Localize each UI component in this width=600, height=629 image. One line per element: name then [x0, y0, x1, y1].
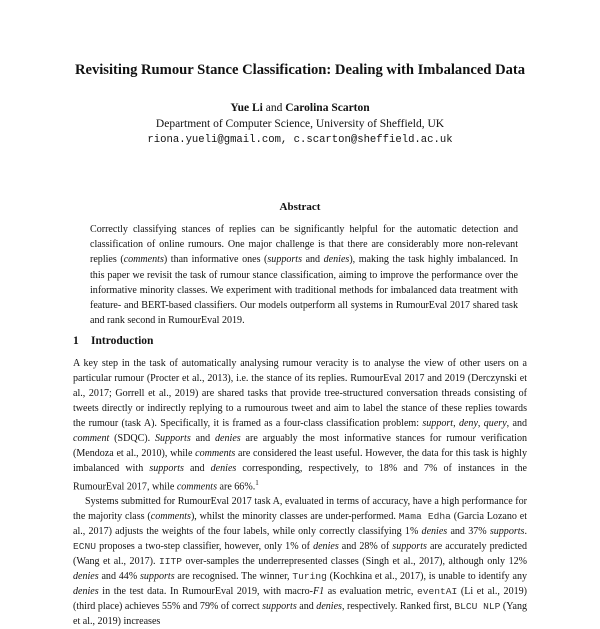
author-line [40, 102, 560, 114]
paragraph-2: Systems submitted for RumourEval 2017 task A, evaluated in terms of accuracy, have a high performance for the majority class (comments), whilst the minority classes are under-performed. Mama Edha (Garcia Lozano et al., 2017) adjusts the weights of the four labels, while only correctly classifying 1% denies and 37% supports. ECNU proposes a two-step classifier, however, only 1% of denies and 28% of supports are accurately predicted (Wang et al., 2017). IITP over-samples the underrepresented classes (Singh et al., 2017), although only 12% denies and 44% supports are recognised. The winner, Turing (Kochkina et al., 2017), is unable to identify any denies in the test data. In RumourEval 2019, with macro-F1 as evaluation metric, eventAI (Li et al., 2019) (third place) achieves 55% and 79% of correct supports and denies, respectively. Ranked first, BLCU NLP (Yang et al., 2019) increases [73, 496, 528, 628]
paragraph-1: A key step in the task of automatically analysing rumour veracity is to analyse the view of other users on a particular rumour (Procter et al., 2013), i.e. the stance of its replies. RumourEval 2017 and 2019 (Derczynski et al., 2017; Gorrell et al., 2019) are shared tasks that provide tree-structured conversation threads consisting of tweets directly or indirectly replying to a rumourous tweet and aim to label the stance of these replies towards the rumour (task A). Specifically, it is framed as a four-class classification problem: support, deny, query, and comment (SDQC). Supports and denies are arguably the most informative stances for rumour verification (Mendoza et al., 2010), while comments are considered the least useful. However, the data for this task is highly imbalanced with supports and denies corresponding, respectively, to 18% and 7% of instances in the RumourEval 2017, while comments are 66%.$^1$ [73, 358, 528, 493]
author-conjunction: and [265, 102, 283, 114]
section-number: 1 [73, 335, 79, 347]
author-name: Carolina Scarton [285, 102, 370, 114]
paper-title: Revisiting Rumour Stance Classification: Dealing with Imbalanced Data [74, 62, 526, 78]
abstract-text: Correctly classifying stances of replies can be significantly helpful for the automatic detection and classification of online rumours. One major challenge is that there are considerably more non-relevant replies (comments) than informative ones (supports and denies), making the task highly imbalanced. In this paper we revisit the task of rumour stance classification, aiming to improve the performance over the informative minority classes. We experiment with traditional methods for imbalanced data treatment with feature- and BERT-based classifiers. Our models outperform all systems in RumourEval 2017 shared task and rank second in RumourEval 2019. [90, 224, 519, 327]
section-body [73, 356, 527, 629]
author-name: Yue Li [230, 102, 263, 114]
section-title: Introduction [91, 335, 154, 347]
abstract-heading: Abstract [279, 201, 321, 213]
author-emails: riona.yueli@gmail.com, c.scarton@sheffield.ac.uk [147, 134, 453, 146]
section-heading [73, 335, 153, 347]
footnote-marker: 1 [255, 479, 259, 487]
affiliation: Department of Computer Science, University of Sheffield, UK [155, 118, 445, 130]
